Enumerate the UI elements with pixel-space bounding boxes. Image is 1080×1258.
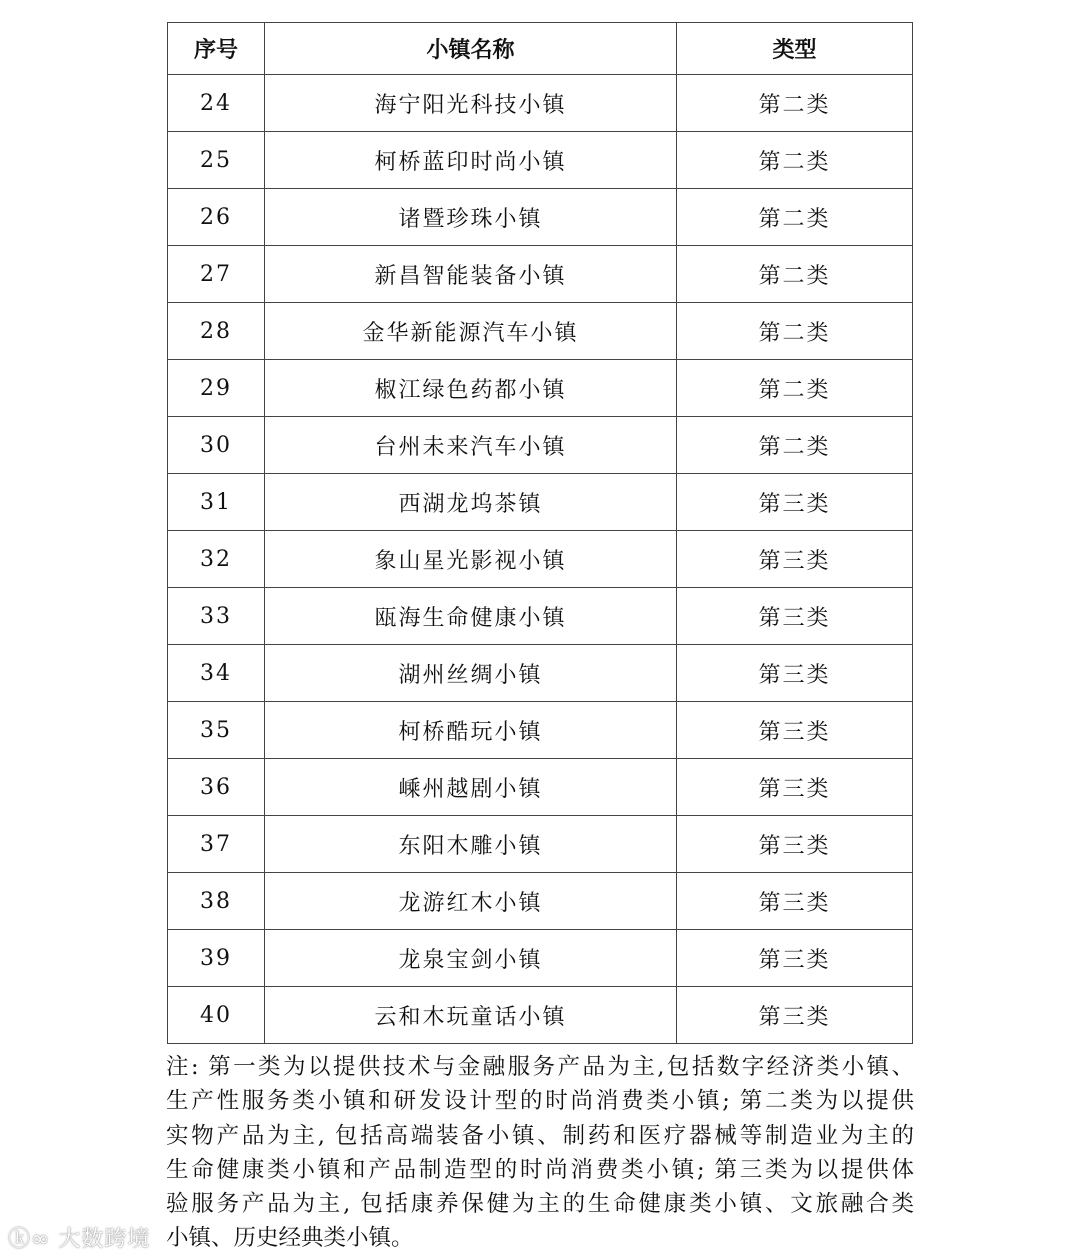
town-type: 第三类 — [677, 531, 913, 588]
town-type: 第三类 — [677, 930, 913, 987]
table-row — [168, 474, 913, 531]
table-row — [168, 417, 913, 474]
row-number: 30 — [168, 417, 265, 474]
town-type: 第二类 — [677, 360, 913, 417]
town-type: 第三类 — [677, 474, 913, 531]
table-row — [168, 303, 913, 360]
town-type: 第三类 — [677, 588, 913, 645]
row-number: 24 — [168, 75, 265, 132]
footnote-line: 小镇、历史经典类小镇。 — [166, 1225, 414, 1252]
column-header: 类型 — [677, 23, 913, 75]
table-row — [168, 987, 913, 1044]
table-row — [168, 645, 913, 702]
watermark-text: 大数跨境 — [58, 1227, 151, 1252]
footnote — [166, 1050, 914, 1256]
table-row — [168, 75, 913, 132]
town-name: 柯桥蓝印时尚小镇 — [265, 132, 677, 189]
town-name: 东阳木雕小镇 — [265, 816, 677, 873]
table-row — [168, 759, 913, 816]
footnote-line: 实物产品为主, 包括高端装备小镇、制药和医疗器械等制造业为主的 — [166, 1122, 914, 1149]
town-type: 第二类 — [677, 303, 913, 360]
row-number: 31 — [168, 474, 265, 531]
table-row — [168, 930, 913, 987]
town-name: 诸暨珍珠小镇 — [265, 189, 677, 246]
row-number: 36 — [168, 759, 265, 816]
town-name: 龙泉宝剑小镇 — [265, 930, 677, 987]
row-number: 35 — [168, 702, 265, 759]
row-number: 28 — [168, 303, 265, 360]
town-name: 象山星光影视小镇 — [265, 531, 677, 588]
town-name: 西湖龙坞茶镇 — [265, 474, 677, 531]
row-number: 38 — [168, 873, 265, 930]
town-name: 云和木玩童话小镇 — [265, 987, 677, 1044]
table-row — [168, 531, 913, 588]
table-row — [168, 132, 913, 189]
town-name: 台州未来汽车小镇 — [265, 417, 677, 474]
footnote-line: 生命健康类小镇和产品制造型的时尚消费类小镇; 第三类为以提供体 — [166, 1156, 914, 1183]
column-header: 小镇名称 — [265, 23, 677, 75]
town-name: 新昌智能装备小镇 — [265, 246, 677, 303]
town-name: 瓯海生命健康小镇 — [265, 588, 677, 645]
footnote-line: 验服务产品为主, 包括康养保健为主的生命健康类小镇、文旅融合类 — [166, 1191, 914, 1218]
row-number: 27 — [168, 246, 265, 303]
town-type: 第二类 — [677, 75, 913, 132]
row-number: 40 — [168, 987, 265, 1044]
town-type: 第二类 — [677, 132, 913, 189]
footnote-line: 注: 第一类为以提供技术与金融服务产品为主,包括数字经济类小镇、 — [166, 1054, 914, 1080]
town-type: 第二类 — [677, 246, 913, 303]
table-row — [168, 360, 913, 417]
row-number: 32 — [168, 531, 265, 588]
table-row — [168, 873, 913, 930]
row-number: 25 — [168, 132, 265, 189]
town-name: 湖州丝绸小镇 — [265, 645, 677, 702]
town-type: 第三类 — [677, 873, 913, 930]
table-row — [168, 816, 913, 873]
table-row — [168, 246, 913, 303]
row-number: 29 — [168, 360, 265, 417]
town-table — [167, 22, 913, 1044]
town-name: 龙游红木小镇 — [265, 873, 677, 930]
table-row — [168, 588, 913, 645]
town-type: 第三类 — [677, 645, 913, 702]
town-type: 第三类 — [677, 816, 913, 873]
table-row — [168, 702, 913, 759]
town-name: 金华新能源汽车小镇 — [265, 303, 677, 360]
town-type: 第三类 — [677, 702, 913, 759]
town-name: 柯桥酷玩小镇 — [265, 702, 677, 759]
town-name: 椒江绿色药都小镇 — [265, 360, 677, 417]
table-row — [168, 189, 913, 246]
watermark-logo: ⓚ∞ 大数跨境 — [8, 1227, 151, 1252]
row-number: 33 — [168, 588, 265, 645]
town-type: 第三类 — [677, 987, 913, 1044]
town-name: 海宁阳光科技小镇 — [265, 75, 677, 132]
row-number: 39 — [168, 930, 265, 987]
column-header: 序号 — [168, 23, 265, 75]
row-number: 34 — [168, 645, 265, 702]
town-name: 嵊州越剧小镇 — [265, 759, 677, 816]
footnote-line: 生产性服务类小镇和研发设计型的时尚消费类小镇; 第二类为以提供 — [166, 1088, 914, 1115]
town-type: 第二类 — [677, 417, 913, 474]
town-type: 第二类 — [677, 189, 913, 246]
row-number: 26 — [168, 189, 265, 246]
town-type: 第三类 — [677, 759, 913, 816]
row-number: 37 — [168, 816, 265, 873]
